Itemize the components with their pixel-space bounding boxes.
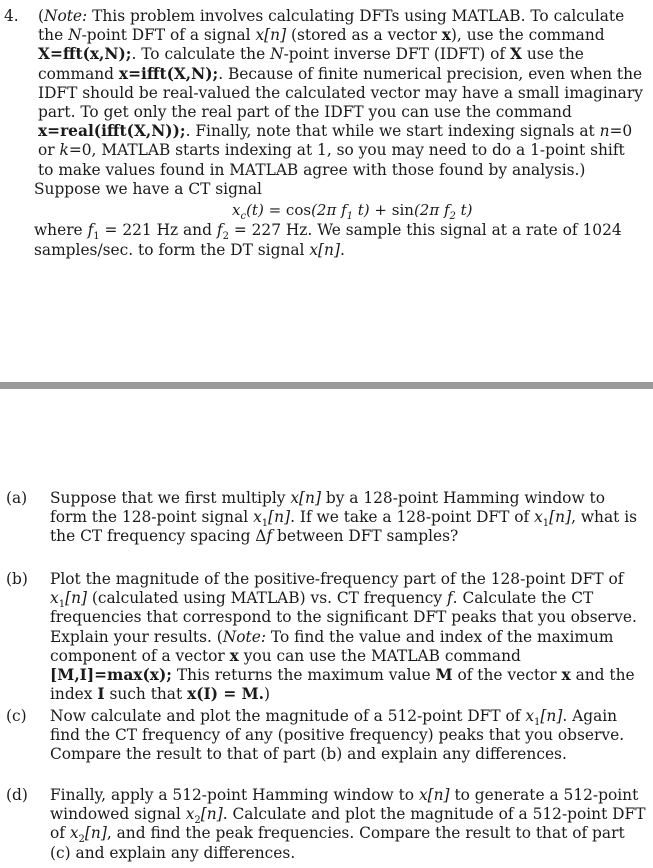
signal-intro: Suppose we have a CT signal bbox=[34, 180, 262, 198]
signal-definition bbox=[34, 180, 634, 260]
part-label: (b) bbox=[6, 570, 28, 588]
part-label: (a) bbox=[6, 489, 28, 507]
part-label: (c) bbox=[6, 707, 27, 725]
part-text: Now calculate and plot the magnitude of a 512-point DFT of $x_1[n]$. Again find the CT frequency of any (positive frequency) peaks that you observe. Compare the result to that of part (b) and explain any differences. bbox=[50, 707, 625, 764]
problem-note: (Note: This problem involves calculating DFTs using MATLAB. To calculate the N-point DFT of a signal x[n] (stored as a vector x), use the command X=fft(x,N);. To calculate the N-point inverse DFT (IDFT) of X use the command x=ifft(X,N);. Because of finite numerical precision, even when the IDFT should be real-valued the calculated vector may have a small imaginary part. To get only the real part of the IDFT you can use the command x=real(ifft(X,N));. Finally, note that while we start indexing signals at n=0 or k=0, MATLAB starts indexing at 1, so you may need to do a 1-point shift to make values found in MATLAB agree with those found by analysis.) bbox=[38, 7, 643, 179]
signal-frequencies: where $f_1 = 221$ Hz and $f_2 = 227$ Hz. We sample this signal at a rate of 1024 samples/sec. to form the DT signal x[n]. bbox=[34, 221, 622, 259]
part-d bbox=[6, 786, 646, 863]
problem-statement bbox=[4, 7, 644, 180]
problem-number: 4. bbox=[4, 7, 19, 25]
part-b bbox=[6, 570, 646, 704]
signal-equation: $x_c(t) = \cos(2\pi$ $f_1$ t) + sin(2π $f_2$ t) bbox=[232, 201, 473, 223]
part-label: (d) bbox=[6, 786, 28, 804]
part-text: Finally, apply a 512-point Hamming window to x[n] to generate a 512-point windowed signal $x_2[n]$. Calculate and plot the magnitude of a 512-point DFT of $x_2[n]$, and find the peak frequencies. Compare the result to that of part (c) and explain any differences. bbox=[50, 786, 646, 862]
section-divider bbox=[0, 382, 653, 389]
part-text: Suppose that we first multiply x[n] by a 128-point Hamming window to form the 128-point signal $x_1[n]$. If we take a 128-point DFT of $x_1[n]$, what is the CT frequency spacing Δf between DFT samples? bbox=[50, 489, 638, 546]
part-text: Plot the magnitude of the positive-frequency part of the 128-point DFT of $x_1[n]$ (calculated using MATLAB) vs. CT frequency f. Calculate the CT frequencies that correspond to the significant DFT peaks that you observe. Explain your results. (Note: To find the value and index of the maximum component of a vector x you can use the MATLAB command [M,I]=max(x); This returns the maximum value M of the vector x and the index I such that x(I) = M.) bbox=[50, 570, 637, 704]
part-a bbox=[6, 489, 646, 547]
part-c bbox=[6, 707, 646, 765]
